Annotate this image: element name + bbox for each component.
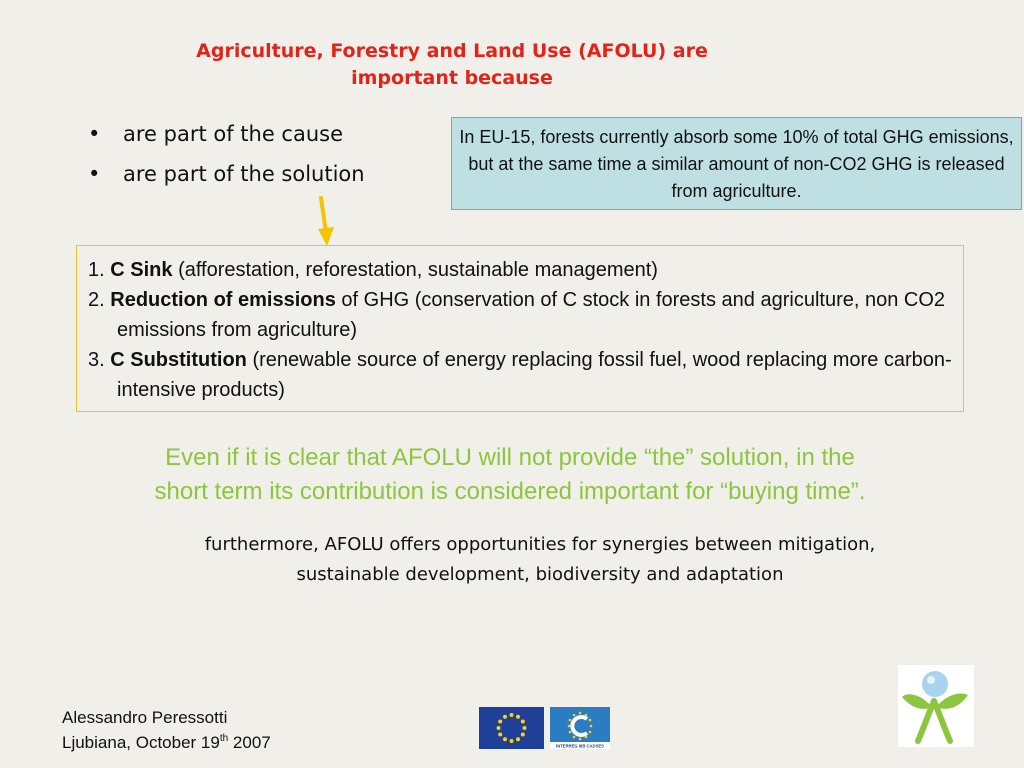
bullet-list [88,118,365,198]
place-date-text: Ljubiana, October 19 [62,733,220,752]
bullet-item [88,118,365,158]
interreg-cadses-logo [550,707,610,749]
solutions-list-box [76,245,964,412]
list-number: 1. [88,259,105,281]
plant-person-logo [898,665,974,747]
info-box-text: In EU-15, forests currently absorb some 10% of total GHG emissions, but at the same time a similar amount of non-CO2 GHG is released from agriculture. [459,127,1014,201]
note-line-1: furthermore, AFOLU offers opportunities for synergies between mitigation, [204,534,876,555]
bullet-item [88,158,365,198]
year-text: 2007 [232,733,271,752]
list-number: 2. [88,289,105,311]
statement-line-2: short term its contribution is considered important for “buying time”. [154,478,866,505]
eu-flag-icon [479,707,544,749]
buying-time-statement [70,441,950,509]
list-item-text: of GHG (conservation of C stock in forests and agriculture, non CO2 emissions from agriculture) [117,289,946,341]
eu15-info-box [451,117,1022,210]
list-number: 3. [88,349,105,371]
statement-line-1: Even if it is clear that AFOLU will not provide “the” solution, in the [165,444,855,471]
author-name: Alessandro Peressotti [62,708,228,727]
list-item-heading: C Substitution [110,349,247,371]
list-item [88,345,953,405]
list-item-text: (renewable source of energy replacing fossil fuel, wood replacing more carbon-intensive products) [117,349,952,401]
list-item [88,255,953,285]
bullet-text: are part of the solution [123,162,365,186]
title-line-2: important because [351,67,553,89]
synergies-note [70,530,1010,590]
slide-title [112,38,792,92]
place-date [62,730,271,755]
note-line-2: sustainable development, biodiversity and adaptation [296,564,784,585]
list-item-heading: Reduction of emissions [110,289,336,311]
list-item-text: (afforestation, reforestation, sustainable management) [178,259,658,281]
arrow-down-icon [314,196,338,248]
bullet-marker: • [88,122,101,146]
footer-credit [62,705,271,755]
list-item [88,285,953,345]
title-line-1: Agriculture, Forestry and Land Use (AFOLU) are [196,40,708,62]
date-superscript: th [219,733,229,744]
list-item-heading: C Sink [110,259,173,281]
interreg-caption: INTERREG IIIB CADSES [556,743,604,749]
bullet-text: are part of the cause [123,122,344,146]
bullet-marker: • [88,162,101,186]
